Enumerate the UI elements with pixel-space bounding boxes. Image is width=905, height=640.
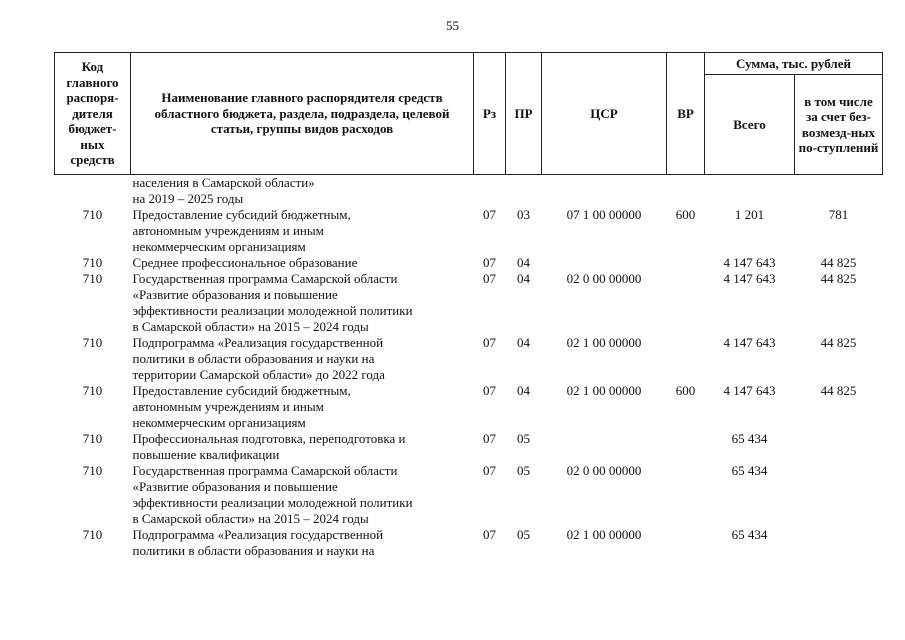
- cell-code: [55, 175, 131, 208]
- header-pr: ПР: [506, 53, 542, 175]
- cell-code: 710: [82, 207, 103, 222]
- cell-code: 710: [82, 255, 103, 270]
- cell-csr: 02 1 00 00000: [566, 335, 642, 350]
- cell-name-line: некоммерческим организациям: [132, 239, 306, 254]
- cell-name-line: Профессиональная подготовка, переподготовка и: [132, 431, 406, 446]
- cell-gratis: [795, 527, 883, 559]
- cell-name-line: территории Самарской области» до 2022 года: [132, 367, 385, 382]
- cell-gratis: [795, 175, 883, 208]
- cell-csr: [542, 175, 667, 208]
- cell-csr: [542, 431, 667, 463]
- cell-name: [131, 207, 474, 255]
- cell-csr: 07 1 00 00000: [566, 207, 642, 222]
- cell-name-line: Государственная программа Самарской области: [132, 463, 398, 478]
- cell-name: [131, 271, 474, 335]
- cell-rz: 07: [483, 271, 496, 286]
- cell-code: 710: [82, 383, 103, 398]
- cell-pr: [506, 175, 542, 208]
- cell-name-line: Предоставление субсидий бюджетным,: [132, 383, 351, 398]
- cell-pr: 05: [517, 527, 530, 542]
- cell-name-line: «Развитие образования и повышение: [132, 287, 338, 302]
- cell-total: 65 434: [731, 463, 768, 478]
- cell-vr: [667, 335, 705, 383]
- cell-name: [131, 175, 474, 208]
- cell-name: [131, 335, 474, 383]
- table-row: [55, 383, 883, 431]
- cell-csr: 02 0 00 00000: [566, 463, 642, 478]
- cell-pr: 03: [517, 207, 530, 222]
- header-csr: ЦСР: [542, 53, 667, 175]
- cell-csr: 02 1 00 00000: [566, 527, 642, 542]
- page-number: 55: [446, 18, 459, 33]
- cell-total: 4 147 643: [723, 255, 776, 270]
- cell-name-line: в Самарской области» на 2015 – 2024 годы: [132, 511, 369, 526]
- cell-code: 710: [82, 335, 103, 350]
- cell-total: 4 147 643: [723, 335, 776, 350]
- cell-vr: [667, 271, 705, 335]
- cell-code: 710: [82, 527, 103, 542]
- table-row: [55, 255, 883, 271]
- cell-pr: 04: [517, 335, 530, 350]
- cell-pr: 04: [517, 255, 530, 270]
- cell-gratis: 44 825: [820, 335, 857, 350]
- cell-name: [131, 463, 474, 527]
- cell-name-line: Предоставление субсидий бюджетным,: [132, 207, 351, 222]
- cell-name-line: эффективности реализации молодежной политики: [132, 495, 413, 510]
- cell-name-line: населения в Самарской области»: [132, 175, 315, 190]
- cell-total: [705, 175, 795, 208]
- cell-name: [131, 255, 474, 271]
- cell-name-line: автономным учреждениям и иным: [132, 399, 324, 414]
- cell-vr: [667, 527, 705, 559]
- cell-name-line: автономным учреждениям и иным: [132, 223, 324, 238]
- cell-name-line: эффективности реализации молодежной политики: [132, 303, 413, 318]
- cell-pr: 04: [517, 271, 530, 286]
- cell-name-line: повышение квалификации: [132, 447, 280, 462]
- cell-pr: 05: [517, 463, 530, 478]
- header-vr: ВР: [667, 53, 705, 175]
- table-row: [55, 271, 883, 335]
- header-name: Наименование главного распорядителя средств областного бюджета, раздела, подраздела, целевой статьи, группы видов расходов: [131, 53, 474, 175]
- cell-name-line: Среднее профессиональное образование: [132, 255, 358, 270]
- cell-name-line: в Самарской области» на 2015 – 2024 годы: [132, 319, 369, 334]
- cell-vr: [667, 463, 705, 527]
- header-total: Всего: [705, 75, 795, 175]
- cell-name-line: политики в области образования и науки на: [132, 351, 375, 366]
- cell-code: 710: [82, 431, 103, 446]
- cell-name-line: Подпрограмма «Реализация государственной: [132, 527, 384, 542]
- cell-name: [131, 527, 474, 559]
- cell-total: 4 147 643: [723, 271, 776, 286]
- cell-total: 1 201: [734, 207, 765, 222]
- cell-total: 65 434: [731, 527, 768, 542]
- cell-vr: [667, 175, 705, 208]
- cell-gratis: 44 825: [820, 383, 857, 398]
- cell-name-line: некоммерческим организациям: [132, 415, 306, 430]
- table-header: [55, 53, 883, 175]
- table-row: [55, 175, 883, 208]
- cell-vr: 600: [675, 207, 696, 222]
- cell-name-line: политики в области образования и науки на: [132, 543, 375, 558]
- table-row: [55, 527, 883, 559]
- cell-rz: 07: [483, 335, 496, 350]
- table-body: [55, 175, 883, 560]
- cell-name-line: Государственная программа Самарской области: [132, 271, 398, 286]
- cell-rz: 07: [483, 527, 496, 542]
- cell-code: 710: [82, 271, 103, 286]
- cell-gratis: [795, 463, 883, 527]
- cell-rz: 07: [483, 255, 496, 270]
- table-row: [55, 431, 883, 463]
- cell-total: 65 434: [731, 431, 768, 446]
- table-row: [55, 207, 883, 255]
- cell-rz: [474, 175, 506, 208]
- cell-pr: 04: [517, 383, 530, 398]
- table-row: [55, 463, 883, 527]
- header-rz: Рз: [474, 53, 506, 175]
- cell-total: 4 147 643: [723, 383, 776, 398]
- cell-rz: 07: [483, 463, 496, 478]
- cell-rz: 07: [483, 431, 496, 446]
- cell-gratis: [795, 431, 883, 463]
- cell-vr: [667, 255, 705, 271]
- cell-gratis: 781: [828, 207, 849, 222]
- cell-gratis: 44 825: [820, 271, 857, 286]
- header-sum: Сумма, тыс. рублей: [705, 53, 883, 75]
- cell-csr: [542, 255, 667, 271]
- cell-name-line: «Развитие образования и повышение: [132, 479, 338, 494]
- cell-name: [131, 431, 474, 463]
- cell-pr: 05: [517, 431, 530, 446]
- cell-name-line: Подпрограмма «Реализация государственной: [132, 335, 384, 350]
- cell-code: 710: [82, 463, 103, 478]
- table-row: [55, 335, 883, 383]
- header-code: Код главного распоря-дителя бюджет-ных средств: [55, 53, 131, 175]
- budget-table: [54, 52, 883, 559]
- cell-rz: 07: [483, 207, 496, 222]
- cell-csr: 02 0 00 00000: [566, 271, 642, 286]
- cell-rz: 07: [483, 383, 496, 398]
- cell-gratis: 44 825: [820, 255, 857, 270]
- cell-name-line: на 2019 – 2025 годы: [132, 191, 244, 206]
- cell-csr: 02 1 00 00000: [566, 383, 642, 398]
- header-gratis: в том числе за счет без-возмезд-ных по-ступлений: [795, 75, 883, 175]
- cell-name: [131, 383, 474, 431]
- cell-vr: [667, 431, 705, 463]
- cell-vr: 600: [675, 383, 696, 398]
